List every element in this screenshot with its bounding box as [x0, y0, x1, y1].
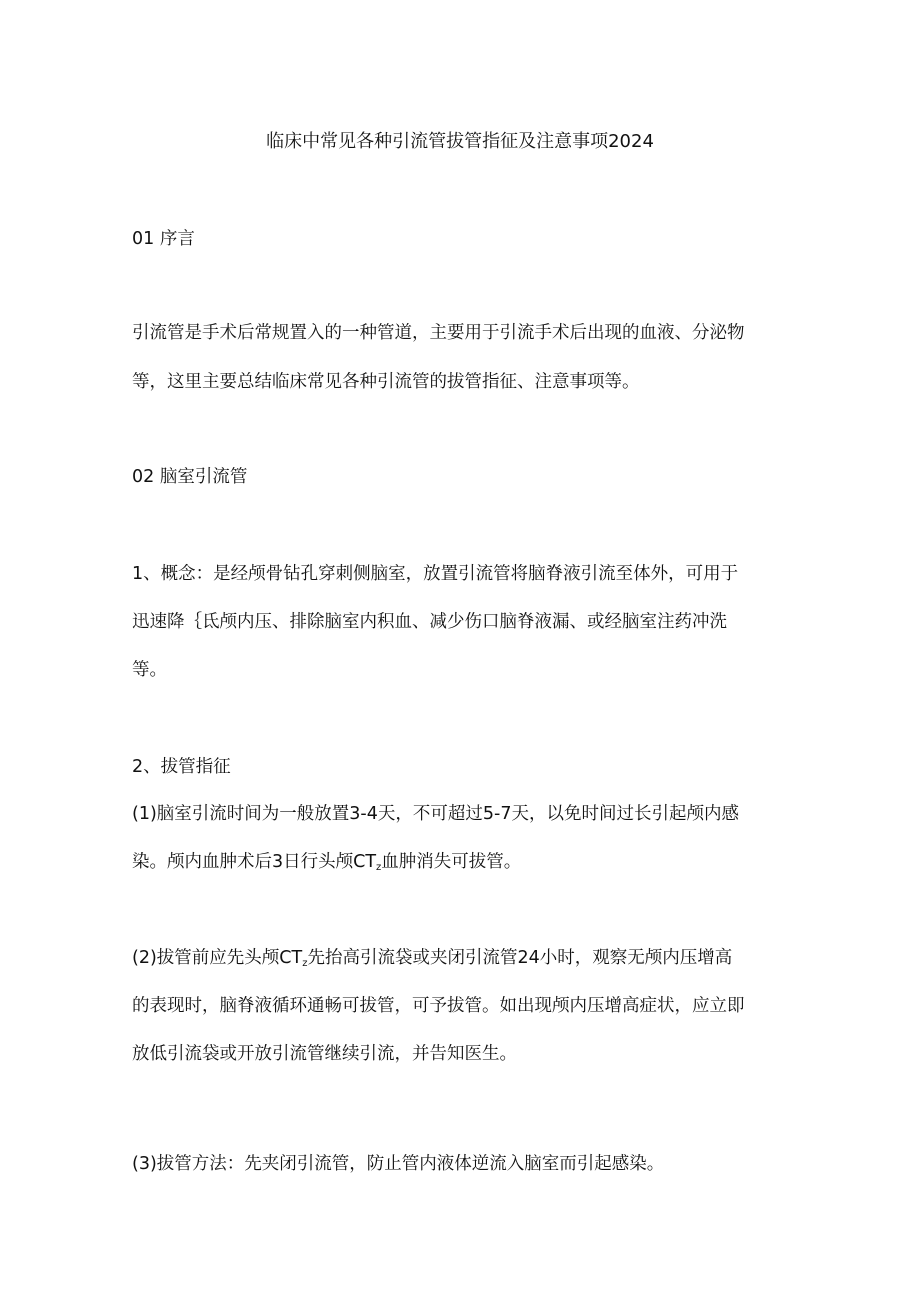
document-title: 临床中常见各种引流管拔管指征及注意事项2024: [266, 131, 654, 152]
item-1-text-after: 血肿消失可拔管。: [381, 852, 522, 872]
indication-item-2-line-3: 放低引流袋或开放引流管继续引流，并告知医生。: [132, 1044, 517, 1064]
indication-heading: 2、拔管指征: [132, 757, 231, 777]
item-1-text-before: 染。颅内血肿术后3日行头颅CT: [132, 852, 377, 872]
concept-paragraph-line-3: 等。: [132, 660, 167, 680]
item-2-subscript: z: [302, 958, 308, 969]
indication-item-3: (3)拔管方法：先夹闭引流管，防止管内液体逆流入脑室而引起感染。: [132, 1154, 665, 1174]
indication-item-2-line-1: [132, 945, 732, 977]
concept-paragraph-line-2: 迅速降｛氐颅内压、排除脑室内积血、减少伤口脑脊液漏、或经脑室注药冲洗: [132, 612, 727, 632]
section-heading-preface: 01 序言: [132, 229, 195, 249]
concept-paragraph-line-1: 1、概念：是经颅骨钻孔穿刺侧脑室，放置引流管将脑脊液引流至体外，可用于: [132, 564, 739, 584]
section-heading-ventricular-drain: 02 脑室引流管: [132, 467, 248, 487]
item-1-subscript: z: [376, 862, 382, 873]
indication-item-1-line-1: (1)脑室引流时间为一般放置3-4天，不可超过5-7天，以免时间过长引起颅内感: [132, 804, 739, 824]
item-2-text-after: 先抬高引流袋或夹闭引流管24小时，观察无颅内压增高: [307, 948, 733, 968]
item-2-text-before: (2)拔管前应先头颅CT: [132, 948, 303, 968]
indication-item-2-line-2: 的表现时，脑脊液循环通畅可拔管，可予拔管。如出现颅内压增高症状，应立即: [132, 996, 745, 1016]
preface-paragraph-line-2: 等，这里主要总结临床常见各种引流管的拔管指征、注意事项等。: [132, 372, 640, 392]
preface-paragraph-line-1: 引流管是手术后常规置入的一种管道，主要用于引流手术后出现的血液、分泌物: [132, 323, 745, 343]
indication-item-1-line-2: [132, 849, 521, 881]
